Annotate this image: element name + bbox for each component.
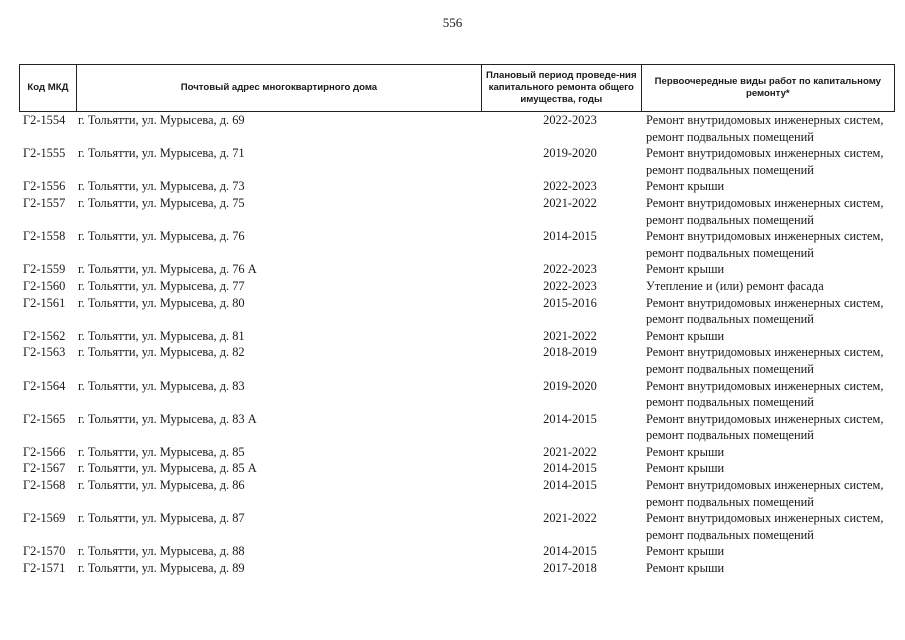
- table-row: [19, 228, 895, 261]
- table-row: [19, 543, 895, 560]
- header-works: Первоочередные виды работ по капитальному ремонту*: [654, 76, 881, 99]
- row-period: 2021-2022: [543, 511, 597, 526]
- row-works: Ремонт внутридомовых инженерных систем, ремонт подвальных помещений: [646, 295, 884, 327]
- row-works: Ремонт внутридомовых инженерных систем, ремонт подвальных помещений: [646, 146, 884, 177]
- table-row: [19, 460, 895, 477]
- row-period: 2014-2015: [543, 478, 597, 493]
- row-works: Ремонт внутридомовых инженерных систем, ремонт подвальных помещений: [646, 195, 884, 227]
- page-number: 556: [442, 15, 463, 30]
- row-code: Г2-1563: [23, 345, 66, 360]
- row-works: Ремонт крыши: [646, 262, 725, 277]
- row-code: Г2-1554: [23, 113, 66, 127]
- row-address: г. Тольятти, ул. Мурысева, д. 86: [78, 478, 245, 493]
- row-period: 2022-2023: [543, 278, 597, 293]
- table-row: [19, 444, 895, 461]
- header-address: Почтовый адрес многоквартирного дома: [77, 65, 482, 111]
- row-code: Г2-1560: [23, 278, 66, 293]
- row-code: Г2-1555: [23, 146, 66, 161]
- row-address: г. Тольятти, ул. Мурысева, д. 88: [78, 544, 245, 559]
- row-code: Г2-1566: [23, 444, 66, 459]
- row-address: г. Тольятти, ул. Мурысева, д. 77: [78, 278, 245, 293]
- row-code: Г2-1570: [23, 544, 66, 559]
- row-period: 2021-2022: [543, 195, 597, 210]
- row-works: Ремонт крыши: [646, 544, 725, 559]
- table-body: [19, 112, 895, 577]
- row-address: г. Тольятти, ул. Мурысева, д. 81: [78, 328, 245, 343]
- row-address: г. Тольятти, ул. Мурысева, д. 80: [78, 295, 245, 310]
- table-row: [19, 411, 895, 444]
- row-works: Ремонт крыши: [646, 444, 725, 459]
- table-row: [19, 261, 895, 278]
- row-period: 2019-2020: [543, 146, 597, 161]
- row-code: Г2-1564: [23, 378, 66, 393]
- row-period: 2014-2015: [543, 544, 597, 559]
- row-address: г. Тольятти, ул. Мурысева, д. 83: [78, 378, 245, 393]
- row-period: 2022-2023: [543, 113, 597, 127]
- row-works: Ремонт внутридомовых инженерных систем, ремонт подвальных помещений: [646, 478, 884, 509]
- row-code: Г2-1569: [23, 511, 66, 526]
- row-works: Утепление и (или) ремонт фасада: [646, 278, 824, 293]
- table-row: [19, 378, 895, 411]
- row-address: г. Тольятти, ул. Мурысева, д. 71: [78, 146, 245, 161]
- row-period: 2021-2022: [543, 328, 597, 343]
- table-row: [19, 510, 895, 543]
- row-period: 2022-2023: [543, 179, 597, 194]
- row-period: 2017-2018: [543, 561, 597, 576]
- row-works: Ремонт внутридомовых инженерных систем, ремонт подвальных помещений: [646, 345, 884, 376]
- row-code: Г2-1556: [23, 179, 66, 194]
- row-address: г. Тольятти, ул. Мурысева, д. 73: [78, 179, 245, 194]
- row-address: г. Тольятти, ул. Мурысева, д. 85 А: [78, 461, 257, 476]
- row-address: г. Тольятти, ул. Мурысева, д. 76 А: [78, 262, 257, 277]
- row-period: 2018-2019: [543, 345, 597, 360]
- row-works: Ремонт крыши: [646, 461, 725, 476]
- table-row: [19, 344, 895, 377]
- row-address: г. Тольятти, ул. Мурысева, д. 87: [78, 511, 245, 526]
- table-header: [19, 64, 895, 112]
- row-period: 2022-2023: [543, 262, 597, 277]
- row-works: Ремонт внутридомовых инженерных систем, ремонт подвальных помещений: [646, 511, 884, 542]
- row-period: 2014-2015: [543, 461, 597, 476]
- row-period: 2015-2016: [543, 295, 597, 310]
- row-code: Г2-1565: [23, 411, 66, 426]
- row-address: г. Тольятти, ул. Мурысева, д. 89: [78, 561, 245, 576]
- row-period: 2021-2022: [543, 444, 597, 459]
- row-code: Г2-1568: [23, 478, 66, 493]
- header-period: Плановый период проведе-ния капитального ремонта общего имущества, годы: [482, 65, 642, 111]
- table-row: [19, 278, 895, 295]
- row-address: г. Тольятти, ул. Мурысева, д. 75: [78, 195, 245, 210]
- row-address: г. Тольятти, ул. Мурысева, д. 69: [78, 113, 245, 127]
- row-code: Г2-1558: [23, 229, 66, 244]
- row-address: г. Тольятти, ул. Мурысева, д. 85: [78, 444, 245, 459]
- row-works: Ремонт внутридомовых инженерных систем, ремонт подвальных помещений: [646, 411, 884, 443]
- row-works: Ремонт крыши: [646, 328, 725, 343]
- table-row: [19, 328, 895, 345]
- table-row: [19, 195, 895, 228]
- row-period: 2014-2015: [543, 229, 597, 244]
- row-works: Ремонт внутридомовых инженерных систем, ремонт подвальных помещений: [646, 113, 884, 144]
- row-works: Ремонт внутридомовых инженерных систем, ремонт подвальных помещений: [646, 229, 884, 260]
- row-address: г. Тольятти, ул. Мурысева, д. 76: [78, 229, 245, 244]
- row-code: Г2-1559: [23, 262, 66, 277]
- row-period: 2019-2020: [543, 378, 597, 393]
- table-row: [19, 560, 895, 577]
- table-row: [19, 112, 895, 145]
- table-row: [19, 145, 895, 178]
- row-period: 2014-2015: [543, 411, 597, 426]
- row-works: Ремонт крыши: [646, 561, 725, 576]
- table-row: [19, 477, 895, 510]
- row-address: г. Тольятти, ул. Мурысева, д. 83 А: [78, 411, 257, 426]
- header-code: Код МКД: [20, 65, 77, 111]
- table-row: [19, 295, 895, 328]
- row-code: Г2-1567: [23, 461, 66, 476]
- row-address: г. Тольятти, ул. Мурысева, д. 82: [78, 345, 245, 360]
- row-code: Г2-1557: [23, 195, 66, 210]
- table-row: [19, 178, 895, 195]
- row-code: Г2-1571: [23, 561, 66, 576]
- row-code: Г2-1562: [23, 328, 66, 343]
- row-code: Г2-1561: [23, 295, 66, 310]
- row-works: Ремонт крыши: [646, 179, 725, 194]
- row-works: Ремонт внутридомовых инженерных систем, ремонт подвальных помещений: [646, 378, 884, 410]
